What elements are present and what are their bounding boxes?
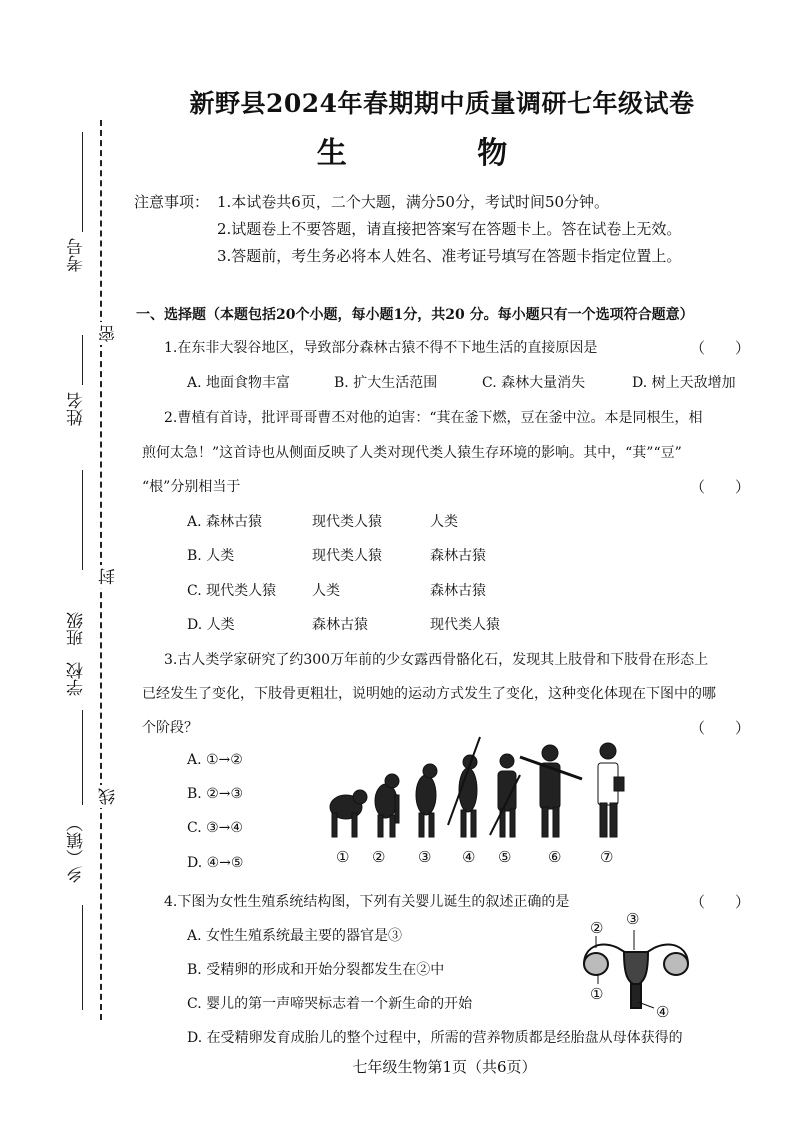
q2-option-a-col1: A. 森林古猿 bbox=[187, 514, 263, 530]
q2-option-a-col2: 现代类人猿 bbox=[312, 514, 382, 530]
q4-option-d: D. 在受精卵发育成胎儿的整个过程中，所需的营养物质都是经胎盘从母体获得的 bbox=[187, 1030, 683, 1046]
q2-option-d-col3: 现代类人猿 bbox=[430, 617, 500, 633]
q3-option-a: A. ①→② bbox=[187, 752, 243, 768]
seal-char-feng: 封 bbox=[96, 565, 121, 588]
evolution-stage-1-figure bbox=[330, 790, 367, 837]
evolution-label-7: ⑦ bbox=[600, 848, 614, 866]
q2-stem-line-3: “根”分别相当于 bbox=[142, 479, 241, 495]
q4-option-b: B. 受精卵的形成和开始分裂都发生在②中 bbox=[187, 962, 445, 978]
repro-label-2: ② bbox=[590, 919, 604, 937]
q3-option-b: B. ②→③ bbox=[187, 786, 244, 802]
q2-stem-line-2: 煎何太急！”这首诗也从侧面反映了人类对现代类人猿生存环境的影响。其中，“萁”“豆” bbox=[142, 445, 682, 461]
exam-no-blank bbox=[82, 132, 83, 232]
q2-option-b-col3: 森林古猿 bbox=[430, 548, 486, 564]
q3-stem-line-3: 个阶段？ bbox=[142, 720, 198, 736]
q1-option-d: D. 树上天敌增加 bbox=[632, 375, 736, 391]
name-label: 姓名 bbox=[67, 392, 87, 426]
left-ovary bbox=[584, 953, 608, 975]
q4-option-c: C. 婴儿的第一声啼哭标志着一个新生命的开始 bbox=[187, 996, 473, 1012]
page-footer: 七年级生物第1页（共6页） bbox=[352, 1058, 537, 1076]
evolution-label-4: ④ bbox=[462, 848, 476, 866]
q3-option-c: C. ③→④ bbox=[187, 820, 243, 836]
q2-option-c-col1: C. 现代类人猿 bbox=[187, 583, 277, 599]
q3-answer-paren: （ ） bbox=[690, 719, 751, 737]
evolution-label-6: ⑥ bbox=[548, 848, 562, 866]
repro-label-3: ③ bbox=[626, 910, 640, 928]
q2-option-b-col1: B. 人类 bbox=[187, 548, 235, 564]
exam-no-label: 考号 bbox=[67, 238, 87, 272]
seal-char-mi: 密 bbox=[96, 322, 121, 345]
q2-option-c-col2: 人类 bbox=[312, 583, 340, 599]
q2-option-d-col2: 森林古猿 bbox=[312, 617, 368, 633]
q3-stem-line-1: 3.古人类学家研究了约300万年前的少女露西骨骼化石，发现其上肢骨和下肢骨在形态上 bbox=[164, 652, 709, 668]
q1-option-a: A. 地面食物丰富 bbox=[187, 375, 291, 391]
evolution-stage-3-figure bbox=[416, 764, 437, 837]
q3-stem-line-2: 已经发生了变化，下肢骨更粗壮，说明她的运动方式发生了变化，这种变化体现在下图中的哪 bbox=[142, 686, 716, 702]
evolution-label-1: ① bbox=[336, 848, 350, 866]
evolution-stage-5-figure bbox=[490, 754, 520, 837]
evolution-label-2: ② bbox=[372, 848, 386, 866]
q4-answer-paren: （ ） bbox=[690, 893, 751, 911]
evolution-stage-6-figure bbox=[520, 745, 582, 837]
evolution-stage-4-figure bbox=[448, 737, 480, 837]
class-blank bbox=[82, 470, 83, 570]
q2-stem-line-1: 2.曹植有首诗，批评哥哥曹丕对他的迫害：“萁在釜下燃，豆在釜中泣。本是同根生，相 bbox=[164, 410, 703, 426]
repro-label-4: ④ bbox=[656, 1003, 670, 1021]
notice-label: 注意事项： bbox=[134, 193, 210, 211]
q1-option-c: C. 森林大量消失 bbox=[482, 375, 586, 391]
evolution-label-3: ③ bbox=[418, 848, 432, 866]
name-blank bbox=[82, 335, 83, 385]
notice-item-2: 2.试题卷上不要答题，请直接把答案写在答题卡上。答在试卷上无效。 bbox=[217, 220, 682, 238]
vagina-shape bbox=[631, 984, 641, 1008]
class-label: 班级 bbox=[67, 612, 87, 646]
q3-option-d: D. ④→⑤ bbox=[187, 855, 244, 871]
township-blank bbox=[82, 905, 83, 1010]
school-blank bbox=[82, 710, 83, 805]
q2-option-d-col1: D. 人类 bbox=[187, 617, 235, 633]
evolution-stage-2-figure bbox=[375, 774, 399, 837]
section-header: 一、选择题（本题包括20个小题，每小题1分，共20 分。每小题只有一个选项符合题意） bbox=[136, 307, 694, 323]
q1-stem: 1.在东非大裂谷地区，导致部分森林古猿不得不下地生活的直接原因是 bbox=[164, 340, 598, 356]
seal-char-xian: 线 bbox=[96, 785, 121, 808]
school-label: 学校 bbox=[67, 662, 87, 696]
q2-option-c-col3: 森林古猿 bbox=[430, 583, 486, 599]
evolution-label-5: ⑤ bbox=[498, 848, 512, 866]
q2-option-b-col2: 现代类人猿 bbox=[312, 548, 382, 564]
notice-item-1: 1.本试卷共6页，二个大题，满分50分，考试时间50分钟。 bbox=[217, 193, 610, 211]
township-label: 乡（镇） bbox=[67, 815, 87, 883]
uterus-shape bbox=[624, 952, 648, 986]
q2-option-a-col3: 人类 bbox=[430, 514, 458, 530]
right-ovary bbox=[664, 953, 688, 975]
evolution-stage-7-figure bbox=[598, 743, 624, 837]
q4-option-a: A. 女性生殖系统最主要的器官是③ bbox=[187, 928, 403, 944]
exam-title: 新野县2024年春期期中质量调研七年级试卷 bbox=[189, 89, 695, 118]
q4-stem: 4.下图为女性生殖系统结构图，下列有关婴儿诞生的叙述正确的是 bbox=[164, 894, 570, 910]
human-evolution-figure bbox=[320, 735, 650, 843]
q2-answer-paren: （ ） bbox=[690, 478, 751, 496]
notice-item-3: 3.答题前，考生务必将本人姓名、准考证号填写在答题卡指定位置上。 bbox=[217, 247, 682, 265]
q1-option-b: B. 扩大生活范围 bbox=[334, 375, 438, 391]
q1-answer-paren: （ ） bbox=[690, 339, 751, 357]
repro-label-1: ① bbox=[590, 985, 604, 1003]
subject-title: 生 物 bbox=[316, 136, 568, 171]
